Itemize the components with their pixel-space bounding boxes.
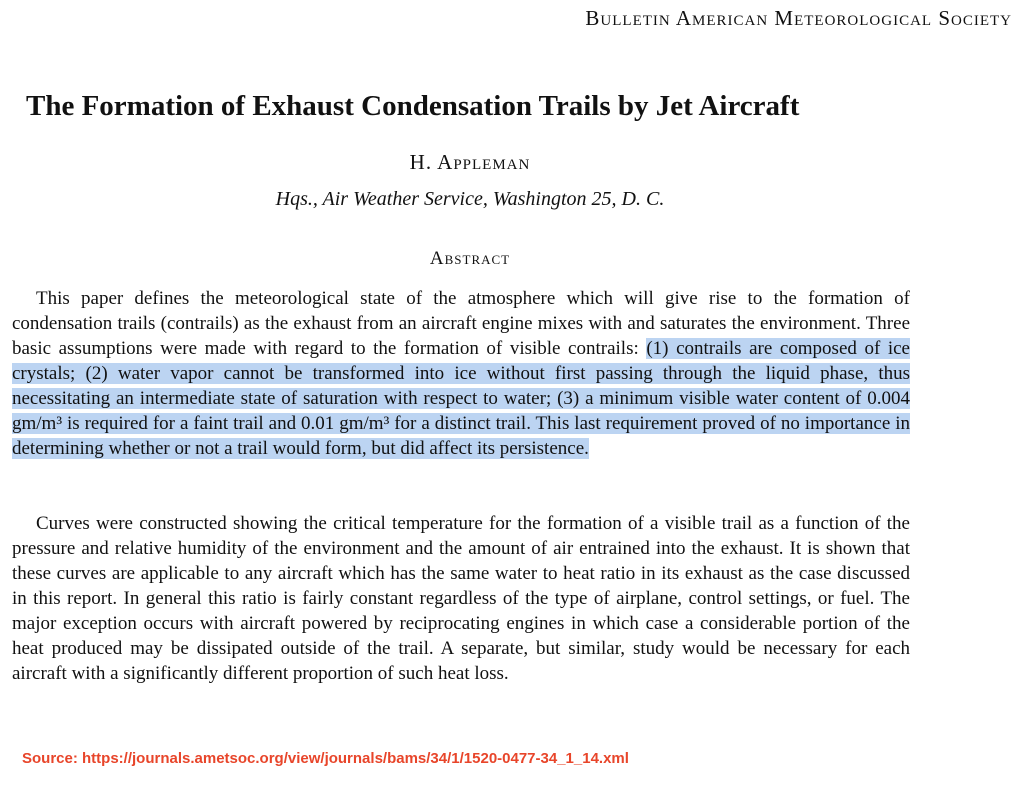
author-affiliation: Hqs., Air Weather Service, Washington 25, D. C.	[275, 188, 665, 210]
author-name: H. Appleman	[409, 150, 531, 174]
highlighted-assumptions[interactable]: (1) contrails are composed of ice crystals; (2) water vapor cannot be transformed into ice without first passing through the liquid phase, thus necessitating an intermediate state of saturation with respect to water; (3) a minimum visible water content of 0.004 gm/m³ is required for a faint trail and 0.01 gm/m³ for a distinct trail. This last requirement proved of no importance in determining whether or not a trail would form, but did affect its persistence.	[12, 338, 910, 459]
journal-header: Bulletin American Meteorological Society	[585, 6, 1012, 30]
source-link[interactable]: Source: https://journals.ametsoc.org/view/journals/bams/34/1/1520-0477-34_1_14.xml	[22, 750, 629, 767]
article-title: The Formation of Exhaust Condensation Trails by Jet Aircraft	[26, 90, 800, 122]
abstract-paragraph-2: Curves were constructed showing the critical temperature for the formation of a visible trail as a function of the pressure and relative humidity of the environment and the amount of air entrained into the exhaust. It is shown that these curves are applicable to any aircraft which has the same water to heat ratio in its exhaust as the case discussed in this report. In general this ratio is fairly constant regardless of the type of airplane, control settings, or fuel. The major exception occurs with aircraft powered by reciprocating engines in which case a considerable portion of the heat produced may be dissipated outside of the trail. A separate, but similar, study would be necessary for each aircraft with a significantly different proportion of such heat loss.	[12, 513, 910, 684]
abstract-paragraph-1	[12, 286, 910, 461]
abstract-heading: Abstract	[429, 248, 511, 269]
abstract-paragraph-1-text: This paper defines the meteorological state of the atmosphere which will give rise to the formation of condensation trails (contrails) as the exhaust from an aircraft engine mixes with and saturates the environment. Three basic assumptions were made with regard to the formation of visible contrails:	[12, 288, 910, 359]
